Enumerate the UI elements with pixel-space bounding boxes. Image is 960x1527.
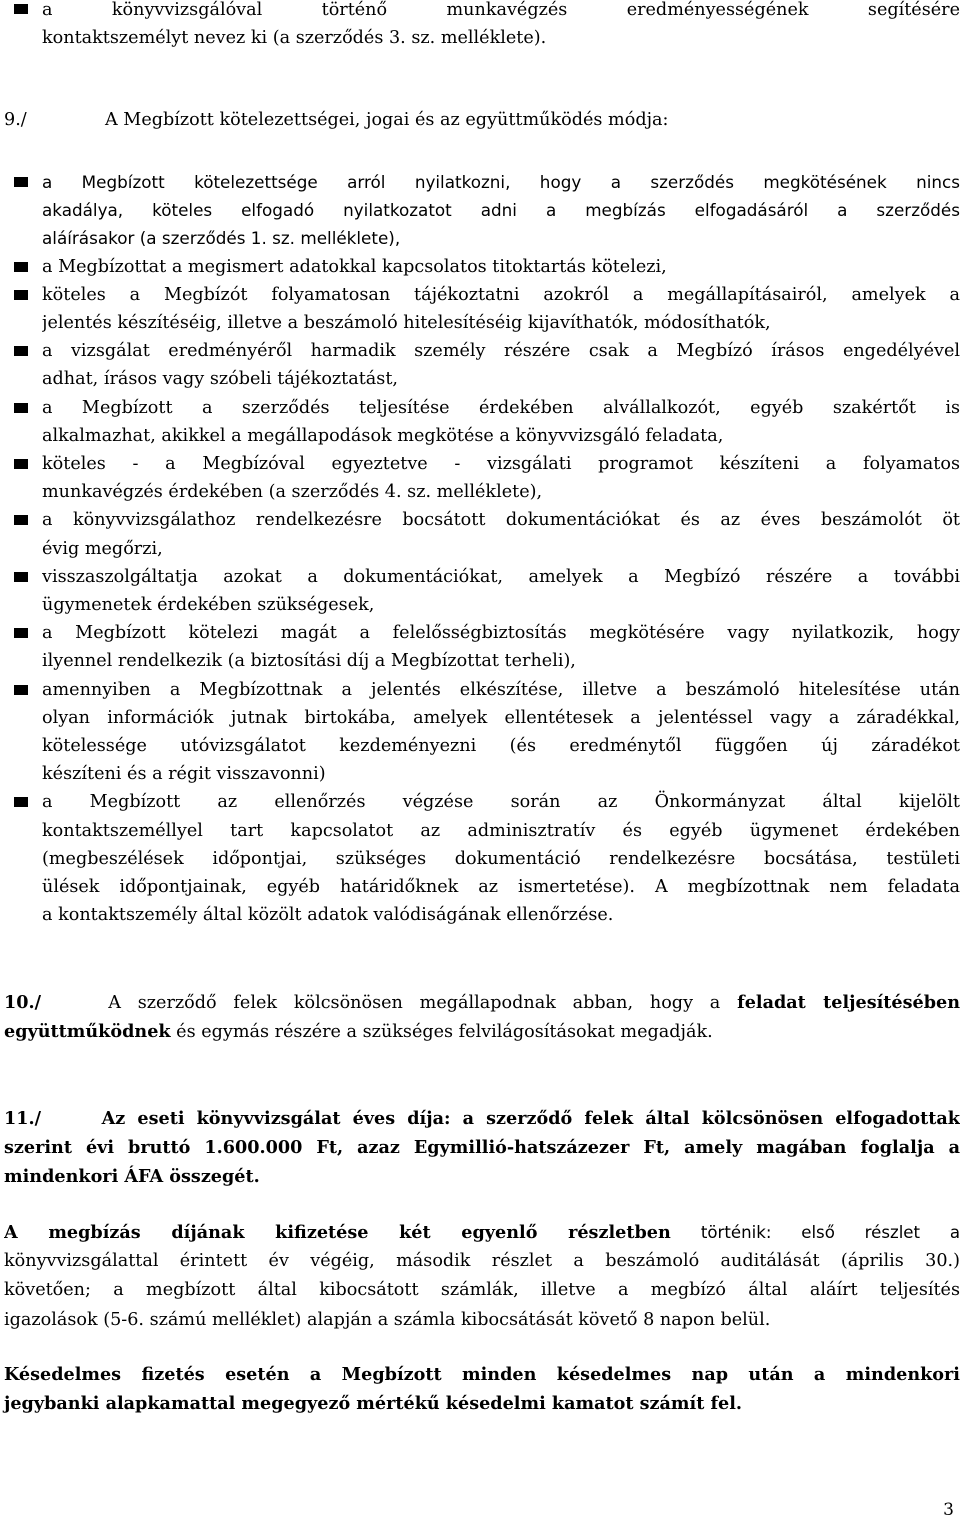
- bullet-marker: [14, 4, 28, 14]
- list-item-line: köteles - a Megbízóval egyeztetve - vizsgálati programot készíteni a folyamatos: [42, 454, 960, 474]
- list-item-line: (megbeszélések időpontjai, szükséges dokumentáció rendelkezésre bocsátása, testületi: [42, 848, 960, 869]
- section-11-line: Az eseti könyvvizsgálat éves díja: a szerződő felek által kölcsönösen elfogadottak: [101, 1108, 960, 1129]
- section-11-line: mindenkori ÁFA összegét.: [4, 1166, 260, 1188]
- bullet-marker: [14, 403, 28, 413]
- list-item-line: ilyennel rendelkezik (a biztosítási díj a Megbízottat terheli),: [42, 651, 576, 672]
- payment-paragraph: [4, 1218, 960, 1335]
- list-item-line: készíteni és a régit visszavonni): [42, 764, 326, 785]
- list-item-line: adhat, írásos vagy szóbeli tájékoztatást,: [42, 369, 398, 390]
- bullet-marker: [14, 797, 28, 807]
- bullet-marker: [14, 177, 28, 187]
- bullet-marker: [14, 346, 28, 356]
- section-11: [4, 1104, 960, 1192]
- bullet-marker: [14, 515, 28, 525]
- list-item-line: a Megbízott kötelezi magát a felelősségbiztosítás megkötésére vagy nyilatkozik, hogy: [42, 623, 960, 644]
- section-9-number: 9./: [4, 110, 27, 130]
- list-item-line: aláírásakor (a szerződés 1. sz. melléklete),: [42, 228, 401, 249]
- bullet-marker: [14, 459, 28, 469]
- list-item-line: visszaszolgáltatja azokat a dokumentációkat, amelyek a Megbízó részére a további: [42, 566, 960, 587]
- top-item-line2: kontaktszemélyt nevez ki (a szerződés 3. sz. melléklete).: [42, 28, 547, 48]
- text-line: Késedelmes fizetés esetén a Megbízott minden késedelmes nap után a mindenkori: [4, 1364, 960, 1385]
- list-item-line: a Megbízott kötelezettsége arról nyilatkozni, hogy a szerződés megkötésének nincs: [42, 172, 960, 192]
- list-item-line: munkavégzés érdekében (a szerződés 4. sz. melléklete),: [42, 482, 543, 503]
- list-item-line: a Megbízott az ellenőrzés végzése során az Önkormányzat által kijelölt: [42, 792, 960, 813]
- list-item-line: kontaktszeméllyel tart kapcsolatot az adminisztratív és egyéb ügymenet érdekében: [42, 820, 960, 841]
- text-line: [4, 1017, 960, 1046]
- section-10: [4, 988, 960, 1046]
- bullet-marker: [14, 262, 28, 272]
- bullet-marker: [14, 290, 28, 300]
- list-item-line: amennyiben a Megbízottnak a jelentés elkészítése, illetve a beszámoló hitelesítése után: [42, 679, 960, 700]
- section-11-line: szerint évi bruttó 1.600.000 Ft, azaz Egymillió-hatszázezer Ft, amely magában foglalja a: [4, 1137, 960, 1159]
- list-item-line: jelentés készítéséig, illetve a beszámoló hitelesítéséig kijavíthatók, módosíthatók,: [42, 313, 771, 333]
- section-10-bold-2: együttműködnek: [4, 1021, 171, 1043]
- late-payment-paragraph: [4, 1360, 960, 1418]
- list-item-line: ügymenetek érdekében szükségesek,: [42, 595, 375, 615]
- list-item-line: a kontaktszemély által közölt adatok valódiságának ellenőrzése.: [42, 905, 614, 926]
- list-item-line: évig megőrzi,: [42, 538, 163, 559]
- text-line: igazolások (5-6. számú melléklet) alapján a számla kibocsátását követő 8 napon belül.: [4, 1309, 771, 1330]
- list-item-line: akadálya, köteles elfogadó nyilatkozatot adni a megbízás elfogadásáról a szerződés: [42, 200, 960, 221]
- section-10-text: A szerződő felek kölcsönösen megállapodnak abban, hogy a: [108, 993, 721, 1013]
- list-item-line: a könyvvizsgálathoz rendelkezésre bocsátott dokumentációkat és az éves beszámolót öt: [42, 510, 960, 531]
- text-line: követően; a megbízott által kibocsátott számlák, illetve a megbízó által aláírt teljesítés: [4, 1280, 960, 1301]
- section-10-number: 10./: [4, 992, 42, 1013]
- list-item-line: olyan információk jutnak birtokába, amelyek ellentétesek a jelentéssel vagy a záradékkal,: [42, 707, 960, 728]
- payment-text: történik: első részlet a: [700, 1223, 960, 1242]
- text-line: [4, 988, 960, 1017]
- list-item-line: a vizsgálat eredményéről harmadik személy részére csak a Megbízó írásos engedélyével: [42, 341, 960, 362]
- bullet-marker: [14, 628, 28, 638]
- list-item-line: köteles a Megbízót folyamatosan tájékoztatni azokról a megállapításairól, amelyek a: [42, 284, 960, 305]
- section-9-title: A Megbízott kötelezettségei, jogai és az együttműködés módja:: [105, 110, 669, 130]
- list-item-line: a Megbízottat a megismert adatokkal kapcsolatos titoktartás kötelezi,: [42, 256, 667, 277]
- bullet-marker: [14, 685, 28, 695]
- list-item-line: kötelessége utóvizsgálatot kezdeményezni (és eredménytől függően új záradékot: [42, 736, 960, 756]
- section-11-number: 11./: [4, 1108, 42, 1129]
- top-item: [42, 0, 960, 26]
- bullet-marker: [14, 572, 28, 582]
- text-line: jegybanki alapkamattal megegyező mértékű késedelmi kamatot számít fel.: [4, 1393, 743, 1415]
- page-number: 3: [943, 1500, 954, 1520]
- text-line: könyvvizsgálattal érintett év végéig, második részlet a beszámoló auditálását (április 30.): [4, 1251, 960, 1272]
- section-10-bold: feladat teljesítésében: [737, 992, 960, 1013]
- payment-bold: A megbízás díjának kifizetése két egyenlő részletben: [4, 1222, 671, 1243]
- text-line: [4, 1218, 960, 1247]
- section-10-text-2: és egymás részére a szükséges felvilágosításokat megadják.: [176, 1022, 713, 1043]
- text-line: [4, 1104, 960, 1133]
- list-item-line: a Megbízott a szerződés teljesítése érdekében alvállalkozót, egyéb szakértőt is: [42, 397, 960, 418]
- text-line: a könyvvizsgálóval történő munkavégzés eredményességének segítésére: [42, 0, 960, 20]
- list-item-line: ülések időpontjainak, egyéb határidőknek az ismertetése). A megbízottnak nem feladata: [42, 877, 960, 897]
- list-item-line: alkalmazhat, akikkel a megállapodások megkötése a könyvvizsgáló feladata,: [42, 425, 724, 446]
